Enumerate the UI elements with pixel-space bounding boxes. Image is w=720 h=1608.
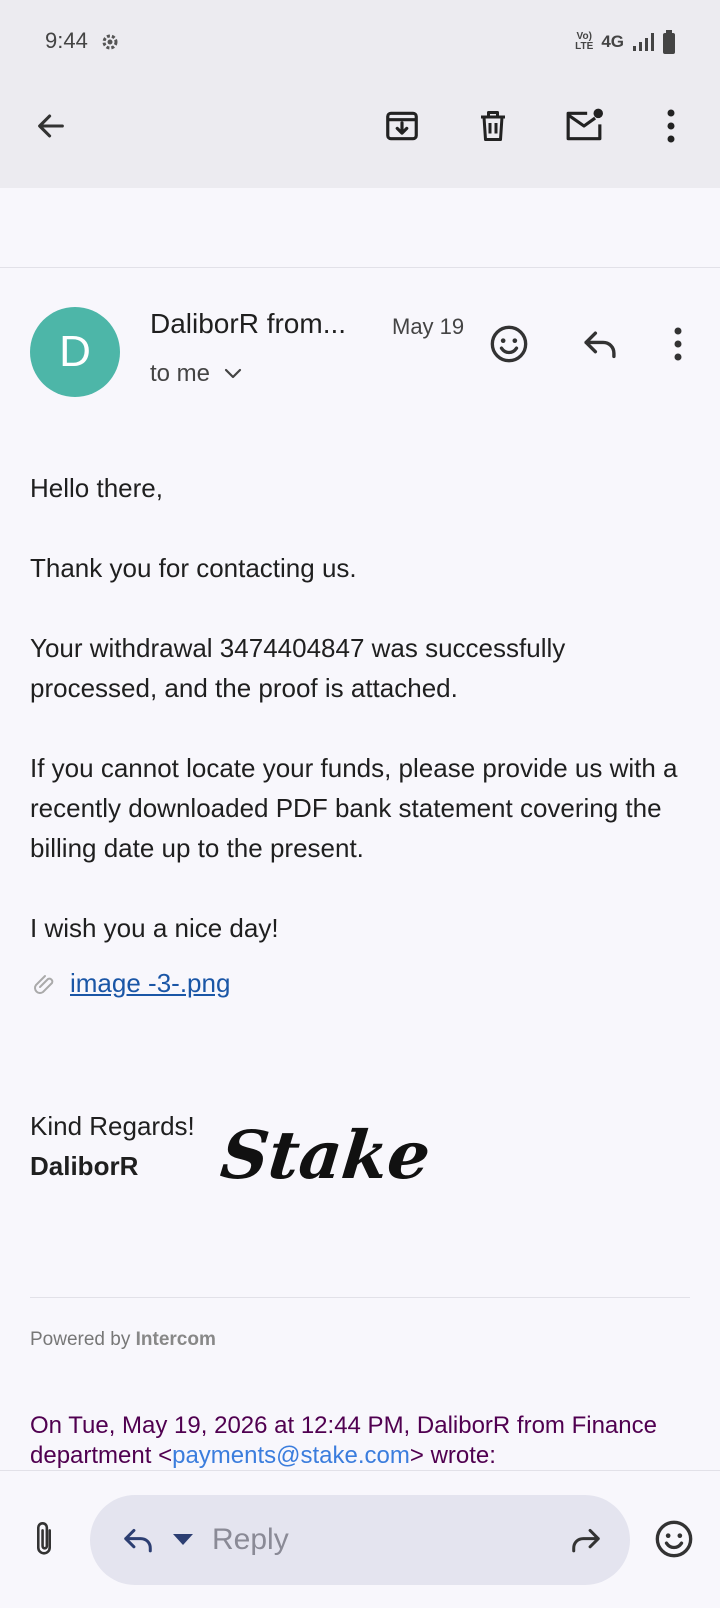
body-paragraph: I wish you a nice day! [30,913,279,943]
status-time: 9:44 [45,28,88,53]
status-bar [0,0,720,82]
avatar[interactable]: D [30,307,120,397]
greeting: Hello there, [30,473,163,503]
powered-by: Powered by Intercom [30,1329,216,1350]
forward-button[interactable] [562,1516,610,1564]
reply-placeholder[interactable]: Reply [212,1523,289,1556]
sender-email-link[interactable]: payments@stake.com [172,1442,410,1469]
emoji-button[interactable] [650,1515,698,1563]
react-emoji-button[interactable] [485,320,533,368]
battery-icon [662,30,676,54]
more-vert-icon [666,109,676,143]
recipient-label: to me [150,360,211,387]
app-bar [0,82,720,188]
back-button[interactable] [27,102,75,150]
back-arrow-icon [34,109,68,143]
reply-button[interactable] [576,320,624,368]
reply-mode-dropdown[interactable] [168,1525,198,1555]
signature [30,1106,195,1186]
body-paragraph: Your withdrawal 3474404847 was successfully processed, and the proof is attached. [30,633,566,703]
paperclip-icon [32,972,56,996]
mark-unread-icon [563,107,605,145]
svg-text:Stake: Stake [217,1116,434,1194]
network-type: 4G [601,32,624,51]
chevron-down-icon [224,368,242,380]
message-more-button[interactable] [654,320,702,368]
reply-icon [581,327,619,361]
reply-mode-button[interactable] [114,1516,162,1564]
archive-button[interactable] [378,102,426,150]
volte-icon: Vo) LTE [575,31,594,52]
attachment-link[interactable]: image -3-.png [70,968,231,998]
delete-button[interactable] [469,102,517,150]
emoji-icon [489,324,529,364]
reply-composer[interactable] [90,1495,630,1585]
mark-unread-button[interactable] [560,102,608,150]
body-paragraph: Thank you for contacting us. [30,553,357,583]
stake-logo [217,1110,434,1200]
forward-icon [568,1525,604,1555]
delete-icon [475,107,511,145]
signoff: Kind Regards! [30,1111,195,1141]
emoji-icon [654,1519,694,1559]
gear-icon [100,32,120,52]
divider [30,1297,690,1298]
status-icons [575,30,676,54]
signature-name: DaliborR [30,1151,139,1181]
divider [0,267,720,268]
sender-name[interactable]: DaliborR from... [150,308,347,339]
email-date: May 19 [392,314,465,339]
more-vert-icon [673,327,683,361]
archive-icon [383,107,421,145]
intercom-brand: Intercom [135,1329,216,1350]
body-paragraph: If you cannot locate your funds, please provide us with a recently downloaded PDF bank statement covering the billing date up to the present. [30,753,678,863]
more-options-button[interactable] [647,102,695,150]
reply-icon [121,1525,155,1555]
signal-icon [632,32,654,52]
quoted-header: On Tue, May 19, 2026 at 12:44 PM, DaliborR from Finance department <payments@stake.com> wrote: [30,1412,657,1469]
caret-down-icon [173,1534,193,1546]
paperclip-icon [31,1519,57,1559]
recipient-toggle[interactable] [150,360,242,388]
attachment[interactable] [32,968,230,999]
attach-button[interactable] [20,1515,68,1563]
